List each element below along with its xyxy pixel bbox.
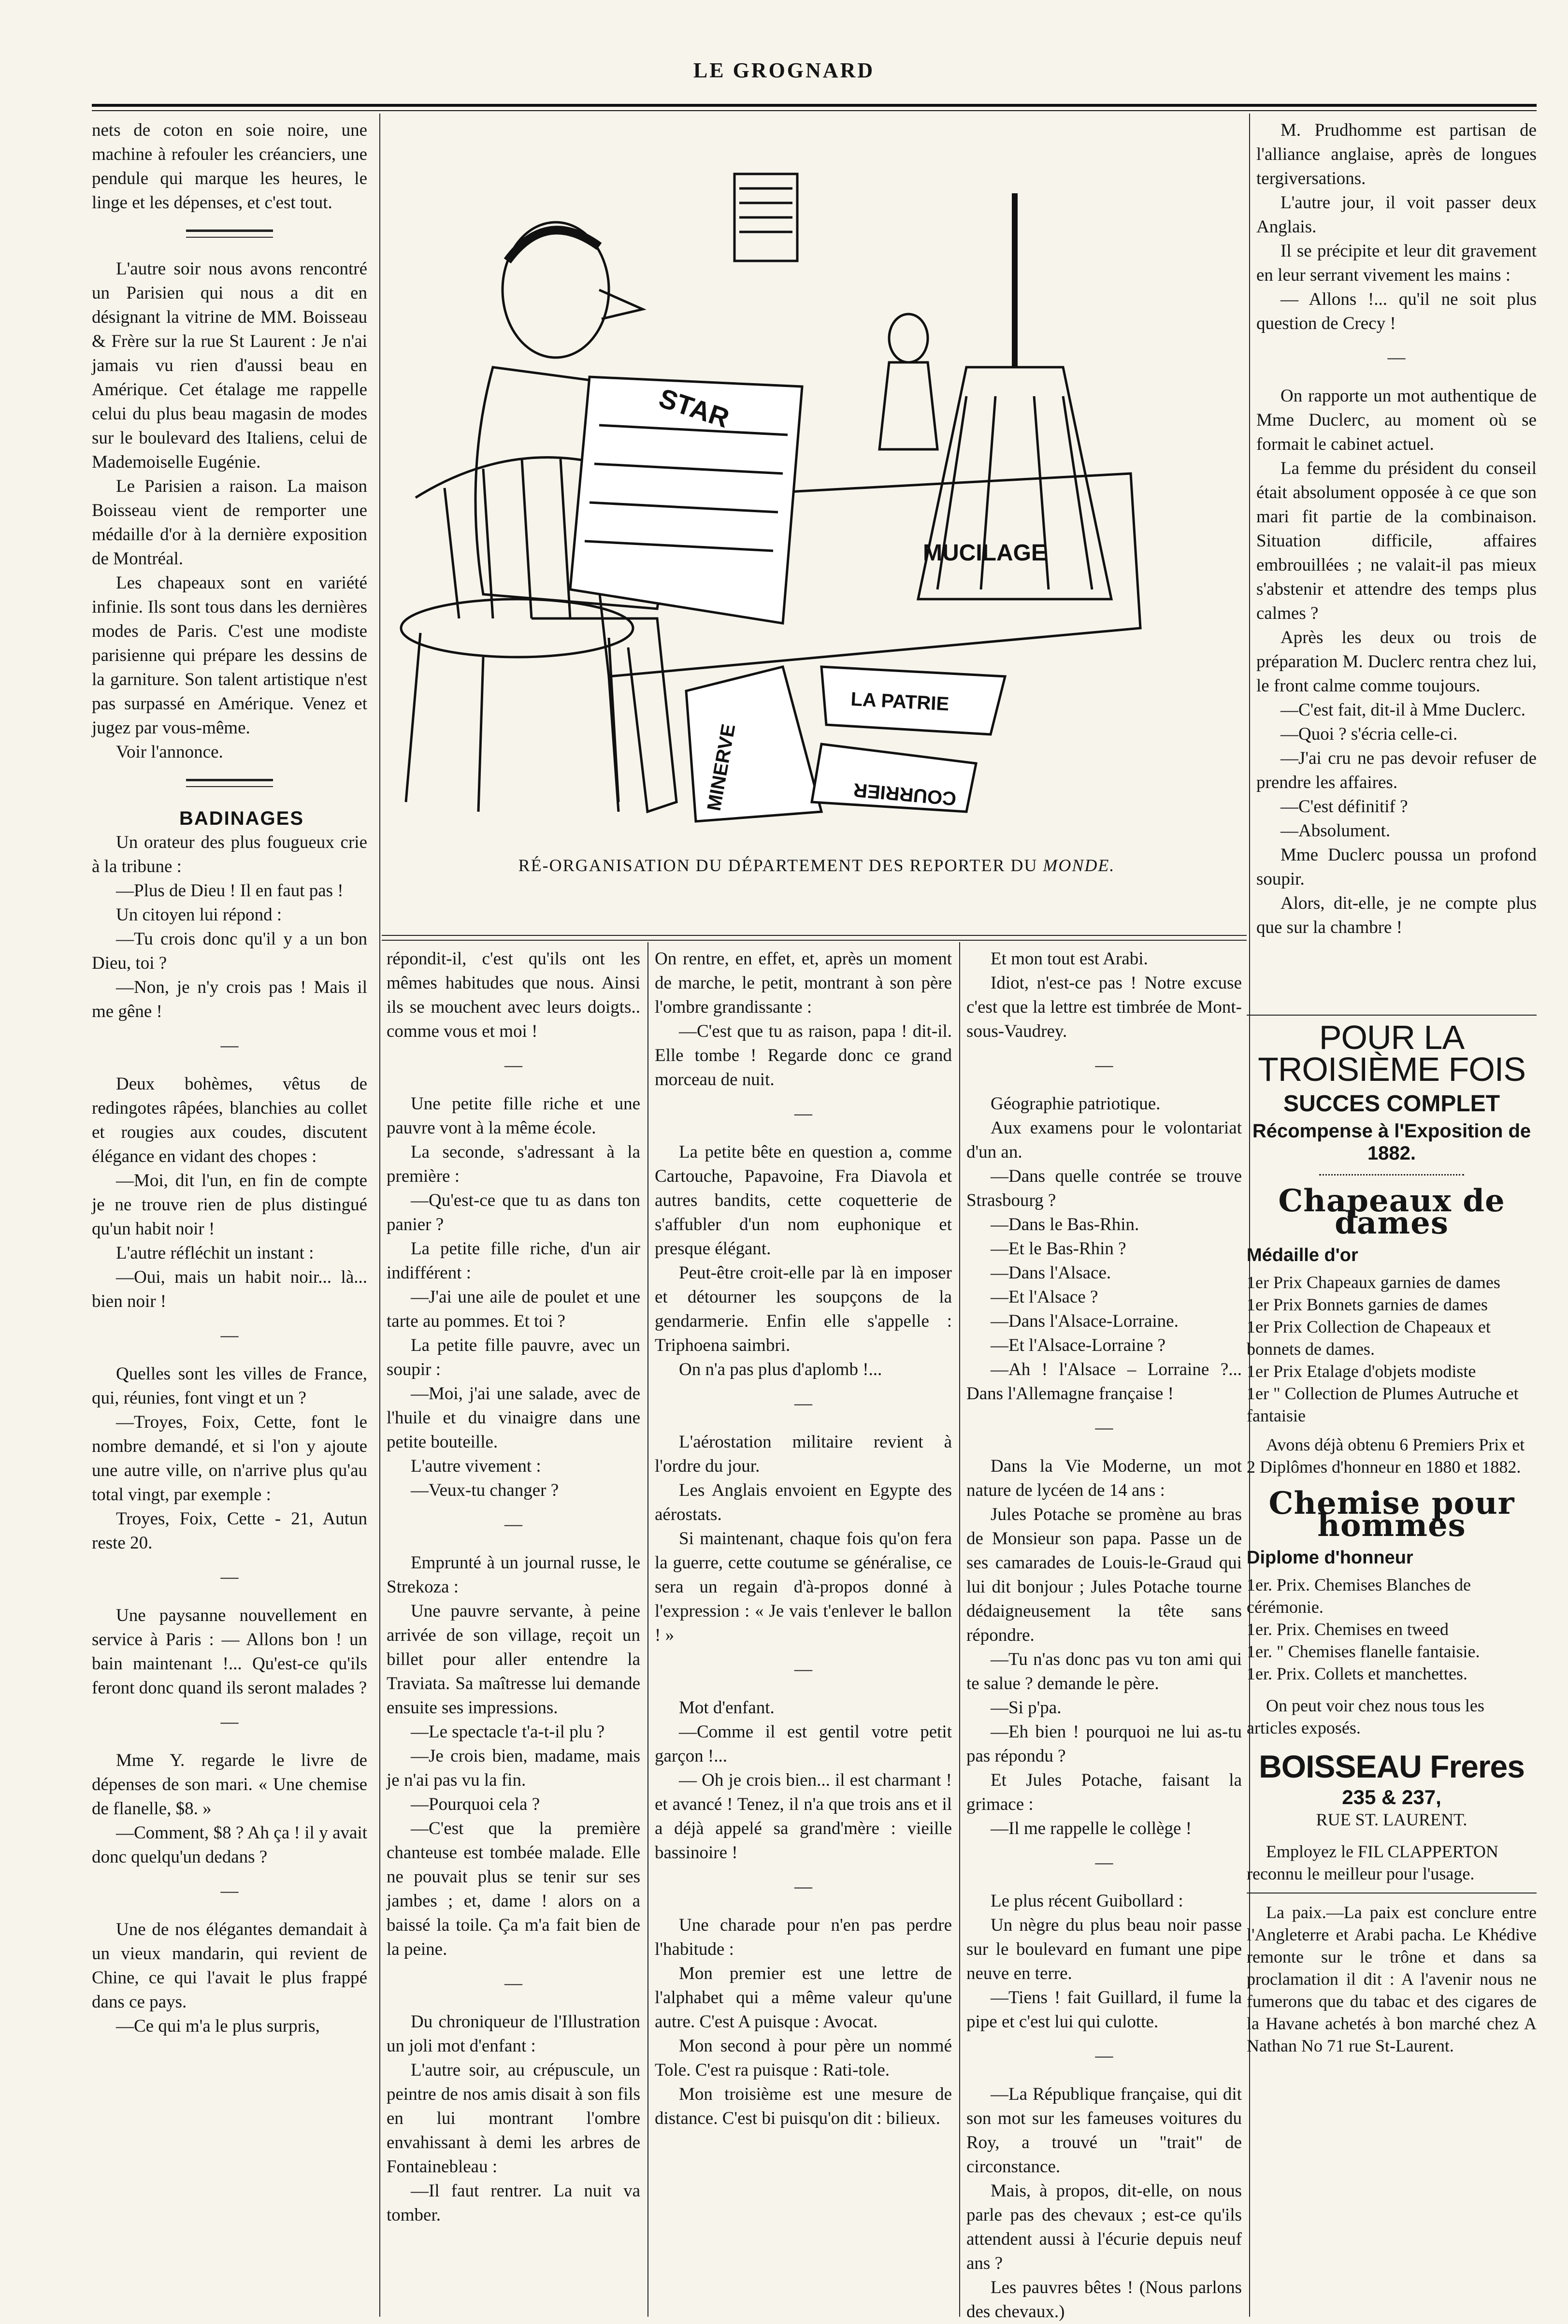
cartoon-label-star: STAR [655, 382, 733, 434]
article-text: Et Jules Potache, faisant la grimace : [966, 1770, 1242, 1814]
article-text: —Non, je n'y crois pas ! Mais il me gêne ! [92, 977, 367, 1021]
article-text: L'aérostation militaire revient à l'ordre du jour. [655, 1432, 952, 1476]
article-text: —C'est fait, dit-il à Mme Duclerc. [1280, 700, 1526, 720]
article-text: Une de nos élégantes demandait à un vieux mandarin, qui revient de Chine, ce qui l'avait le plus frappé dans ce pays. [92, 1920, 367, 2012]
article-text: —Dans quelle contrée se trouve Strasbourg ? [966, 1166, 1242, 1210]
article-text: —Comme il est gentil votre petit garçon !... [655, 1722, 952, 1766]
article-text: L'autre vivement : [411, 1456, 541, 1476]
article-text: Le Parisien a raison. La maison Boisseau vient de remporter une médaille d'or à la dernière exposition de Montréal. [92, 476, 367, 569]
ad-brand-name: BOISSEAU Freres [1259, 1749, 1525, 1784]
article-text: —J'ai une aile de poulet et une tarte au pommes. Et toi ? [387, 1287, 640, 1331]
ad-line: 1er " Collection de Plumes Autruche et fantaisie [1247, 1384, 1519, 1425]
article-text: Un nègre du plus beau noir passe sur le boulevard en fumant une pipe neuve en terre. [966, 1915, 1242, 1983]
dash-separator [92, 1033, 367, 1058]
article-text: Mme Duclerc poussa un profond soupir. [1256, 845, 1537, 889]
article-text: Une paysanne nouvellement en service à Paris : — Allons bon ! un bain maintenant !... Qu'est-ce qu'ils feront donc quand ils seront malades ? [92, 1606, 367, 1698]
dash-separator [92, 1323, 367, 1348]
section-rule [186, 779, 273, 781]
article-text: Quelles sont les villes de France, qui, réunies, font vingt et un ? [92, 1364, 367, 1408]
article-text: —Veux-tu changer ? [411, 1480, 559, 1500]
article-text: — Oh je crois bien... il est charmant ! et avancé ! Tenez, il n'a que trois ans et il a déjà appelé sa grand'mère : vieille bassinoire ! [655, 1770, 952, 1863]
cartoon-label-mucilage: MUCILAGE [923, 540, 1047, 566]
article-text: —Oui, mais un habit noir... là... bien noir ! [92, 1267, 367, 1311]
article-text: L'autre réfléchit un instant : [116, 1243, 314, 1263]
article-text: La seconde, s'adressant à la première : [387, 1142, 640, 1186]
article-text: Les pauvres bêtes ! (Nous parlons des chevaux.) [966, 2278, 1242, 2322]
dash-separator [966, 1416, 1242, 1440]
ad-line: 1er. " Chemises flanelle fantaisie. [1247, 1642, 1480, 1661]
article-text: La petite fille pauvre, avec un soupir : [387, 1335, 640, 1379]
article-text: Dans la Vie Moderne, un mot nature de lycéen de 14 ans : [966, 1456, 1242, 1500]
cartoon-label-patrie: LA PATRIE [850, 689, 950, 715]
article-text: —Le spectacle t'a-t-il plu ? [411, 1722, 605, 1742]
cartoon-label-courrier: COURRIER [852, 779, 957, 809]
masthead: LE GROGNARD [693, 58, 875, 82]
article-text: —Tu crois donc qu'il y a un bon Dieu, toi ? [92, 929, 367, 973]
article-text: Un citoyen lui répond : [116, 905, 282, 925]
column-4 [966, 947, 1242, 2324]
article-text: Jules Potache se promène au bras de Monsieur son papa. Passe un de ses camarades de Louis-le-Graud qui lui dit bonjour ; Jules Potache tourne dédaigneusement la tête sans répondre. [966, 1505, 1242, 1645]
article-text: —J'ai cru ne pas devoir refuser de prendre les affaires. [1256, 748, 1537, 792]
article-text: Si maintenant, chaque fois qu'on fera la guerre, cette coutume se généralise, ce sera un regain d'à-propos donné à l'expression : « Je vais t'enlever le ballon ! » [655, 1529, 952, 1645]
article-text: —Si p'pa. [991, 1698, 1062, 1718]
dash-separator [92, 1879, 367, 1903]
dash-separator [966, 1851, 1242, 1875]
article-text: Un orateur des plus fougueux crie à la tribune : [92, 832, 367, 876]
dash-separator [966, 1053, 1242, 1077]
chair-seat [401, 599, 633, 657]
article-text: L'autre soir nous avons rencontré un Parisien qui nous a dit en désignant la vitrine de MM. Boisseau & Frère sur la rue St Laurent : Je n'ai jamais vu rien d'aussi beau en Amérique. Cet étalage me rappelle celui du plus beau magasin de modes sur le boulevard des Italiens, celui de Mademoiselle Eugénie. [92, 259, 367, 472]
ad-thread-notice: Employez le FIL CLAPPERTON reconnu le meilleur pour l'usage. [1247, 1842, 1498, 1883]
article-text: On rapporte un mot authentique de Mme Duclerc, au moment où se formait le cabinet actuel. [1256, 386, 1537, 454]
article-text: L'autre jour, il voit passer deux Anglais. [1256, 193, 1537, 237]
dash-separator [655, 1102, 952, 1126]
article-text: Après les deux ou trois de préparation M. Duclerc rentra chez lui, le front calme comme toujours. [1256, 628, 1537, 696]
article-text: La petite bête en question a, comme Cartouche, Papavoine, Fra Diavola et autres bandits, cette coquetterie de s'affubler d'un nom euphonique et presque élégant. [655, 1142, 952, 1259]
article-text: —Je crois bien, madame, mais je n'ai pas vu la fin. [387, 1746, 640, 1790]
ad-line: Avons déjà obtenu 6 Premiers Prix et 2 Diplômes d'honneur en 1880 et 1882. [1247, 1435, 1525, 1477]
ad-address-street: RUE ST. LAURENT. [1316, 1810, 1467, 1829]
article-text: —Dans l'Alsace-Lorraine. [991, 1311, 1179, 1331]
dash-separator [387, 1512, 640, 1536]
dash-separator [387, 1053, 640, 1077]
section-rule [186, 786, 273, 787]
ad-line: 1er Prix Bonnets garnies de dames [1247, 1295, 1488, 1314]
ad-line: 1er Prix Collection de Chapeaux et bonnets de dames. [1247, 1317, 1491, 1359]
article-text: La femme du président du conseil était absolument opposée à ce que son mari fit partie de la combinaison. Situation difficile, affaires embrouillées ; ne valait-il pas mieux s'abstenir et attendre des temps plus calmes ? [1256, 459, 1537, 623]
article-text: Une charade pour n'en pas perdre l'habitude : [655, 1915, 952, 1959]
article-text: Voir l'annonce. [116, 742, 223, 762]
article-text: —Troyes, Foix, Cette, font le nombre demandé, et si l'on y ajoute une autre ville, on n'arrive plus qu'au total vingt, par exemple : [92, 1412, 367, 1505]
article-text: Mon troisième est une mesure de distance. C'est bi puisqu'on dit : bilieux. [655, 2084, 952, 2128]
article-text: Troyes, Foix, Cette - 21, Autun reste 20. [92, 1509, 367, 1553]
ad-rule [1247, 1893, 1537, 1894]
header-rule [92, 104, 1537, 107]
article-text: répondit-il, c'est qu'ils ont les mêmes habitudes que nous. Ainsi ils se mouchent avec leurs doigts.. comme vous et moi ! [387, 949, 640, 1041]
article-text: Une pauvre servante, à peine arrivée de son village, reçoit un billet pour aller entendre la Traviata. Sa maîtresse lui demande ensuite ses impressions. [387, 1601, 640, 1718]
article-text: Du chroniqueur de l'Illustration un joli mot d'enfant : [387, 2012, 640, 2056]
article-text: —Et l'Alsace-Lorraine ? [991, 1335, 1166, 1355]
article-text: —Dans le Bas-Rhin. [991, 1215, 1139, 1234]
article-text: Mon premier est une lettre de l'alphabet qui a même valeur qu'une autre. C'est A puisque : Avocat. [655, 1964, 952, 2032]
ad-line: 1er Prix Etalage d'objets modiste [1247, 1362, 1476, 1381]
section-heading: BADINAGES [179, 808, 304, 829]
column-separator [647, 942, 648, 2317]
article-text: —Dans l'Alsace. [991, 1263, 1111, 1283]
clerk-head [889, 314, 928, 362]
article-text: Deux bohèmes, vêtus de redingotes râpées, blanchies au collet et rougies aux coudes, discutent élégance en vidant des chopes : [92, 1074, 367, 1166]
article-text: Mon second à pour père un nommé Tole. C'est ra puisque : Rati-tole. [655, 2036, 952, 2080]
boisseau-advertisement [1247, 1015, 1537, 2057]
article-text: —Tiens ! fait Guillard, il fume la pipe et c'est lui qui culotte. [966, 1988, 1242, 2032]
article-text: Aux examens pour le volontariat d'un an. [966, 1118, 1242, 1162]
ad-dotted-rule [1319, 1174, 1464, 1176]
article-text: —Il me rappelle le collège ! [991, 1819, 1192, 1838]
cartoon-caption: RÉ-ORGANISATION DU DÉPARTEMENT DES REPORTER DU MONDE. [518, 856, 1115, 875]
article-text: M. Prudhomme est partisan de l'alliance anglaise, après de longues tergiversations. [1256, 120, 1537, 188]
dash-separator [655, 1875, 952, 1899]
column-separator [959, 942, 960, 2317]
article-text: Mais, à propos, dit-elle, on nous parle pas des chevaux ; est-ce qu'ils attendent aussi à l'écurie depuis neuf ans ? [966, 2181, 1242, 2273]
column-1 [92, 118, 367, 2038]
article-text: Il se précipite et leur dit gravement en leur serrant vivement les mains : [1256, 241, 1537, 285]
ad-line: 1er. Prix. Collets et manchettes. [1247, 1664, 1467, 1683]
article-text: —C'est définitif ? [1280, 797, 1408, 817]
article-text: —Moi, dit l'un, en fin de compte je ne trouve rien de plus distingué qu'un habit noir ! [92, 1171, 367, 1239]
article-text: Emprunté à un journal russe, le Strekoza : [387, 1553, 640, 1597]
article-text: nets de coton en soie noire, une machine à refouler les créanciers, une pendule qui marque les heures, le linge et les dépenses, et c'est tout. [92, 120, 367, 213]
ad-tobacco-notice: La paix.—La paix est conclure entre l'Angleterre et Arabi pacha. Le Khédive remonte sur le trône et dans sa proclamation il dit : A l'avenir nous ne fumerons que du tabac et des cigares de la Havane achetés à bon marché chez A Nathan No 71 rue St-Laurent. [1247, 1903, 1537, 2055]
article-text: On n'a pas plus d'aplomb !... [679, 1360, 882, 1379]
article-text: —Tu n'as donc pas vu ton ami qui te salue ? demande le père. [966, 1650, 1242, 1693]
article-text: —Qu'est-ce que tu as dans ton panier ? [387, 1191, 640, 1234]
cartoon-label-minerve: MINERVE [703, 722, 740, 813]
article-text: Les Anglais envoient en Egypte des aérostats. [655, 1480, 952, 1524]
article-text: L'autre soir, au crépuscule, un peintre de nos amis disait à son fils en lui montrant l'ombre envahissant à demi les arbres de Fontainebleau : [387, 2060, 640, 2177]
ad-line: 1er. Prix. Chemises en tweed [1247, 1620, 1449, 1639]
ad-top-rule [1247, 1015, 1537, 1016]
ad-address-number: 235 & 237, [1342, 1786, 1441, 1808]
dash-separator [92, 1710, 367, 1734]
dash-separator [1256, 345, 1537, 370]
ad-award-line: Récompense à l'Exposition de 1882. [1252, 1120, 1531, 1164]
section-rule [186, 230, 273, 232]
cartoon-bottom-rule [382, 935, 1247, 936]
article-text: Les chapeaux sont en variété infinie. Ils sont tous dans les dernières modes de Paris. C'est une modiste parisienne qui prépare les dessins de la garniture. Son talent artistique n'est pas surpassé en Amérique. Venez et jugez par vous-même. [92, 573, 367, 738]
article-text: Le plus récent Guibollard : [991, 1891, 1183, 1911]
dash-separator [92, 1565, 367, 1589]
article-text: —La République française, qui dit son mot sur les fameuses voitures du Roy, a trouvé un "trait" de circonstance. [966, 2084, 1242, 2177]
ad-headline: POUR LA TROISIÈME FOIS [1258, 1019, 1525, 1088]
article-text: La petite fille riche, d'un air indifférent : [387, 1239, 640, 1283]
article-text: Et mon tout est Arabi. [991, 949, 1148, 969]
article-text: —Ah ! l'Alsace – Lorraine ?... Dans l'Allemagne française ! [966, 1360, 1242, 1404]
caption-emphasis: MONDE. [1043, 856, 1115, 875]
article-text: Idiot, n'est-ce pas ! Notre excuse c'est que la lettre est timbrée de Mont-sous-Vaudrey. [966, 973, 1242, 1041]
column-2 [387, 947, 640, 2227]
column-5 [1256, 118, 1537, 940]
dash-separator [387, 1971, 640, 1995]
article-text: — Allons !... qu'il ne soit plus question de Crecy ! [1256, 289, 1537, 333]
section-rule [186, 237, 273, 238]
article-text: —Pourquoi cela ? [411, 1794, 540, 1814]
column-3 [655, 947, 952, 2131]
article-text: —Absolument. [1280, 821, 1391, 841]
dash-separator [966, 2044, 1242, 2068]
article-text: —Plus de Dieu ! Il en faut pas ! [116, 881, 344, 901]
article-text: —Et l'Alsace ? [991, 1287, 1098, 1307]
cartoon-bottom-rule [382, 940, 1247, 941]
cartoon-illustration [387, 135, 1247, 836]
article-text: Une petite fille riche et une pauvre vont à la même école. [387, 1094, 640, 1138]
ad-heading-hats: Chapeaux de dames [1278, 1183, 1505, 1241]
dash-separator [655, 1392, 952, 1416]
article-text: Alors, dit-elle, je ne compte plus que sur la chambre ! [1256, 893, 1537, 937]
article-text: —Ce qui m'a le plus surpris, [116, 2016, 320, 2036]
ad-line: 1er. Prix. Chemises Blanches de cérémonie. [1247, 1575, 1471, 1617]
column-separator [379, 114, 380, 2317]
article-text: —Et le Bas-Rhin ? [991, 1239, 1126, 1259]
article-text: —Moi, j'ai une salade, avec de l'huile et du vinaigre dans une petite bouteille. [387, 1384, 640, 1452]
ad-heading-shirts: Chemise pour hommes [1268, 1485, 1515, 1544]
article-text: —C'est que la première chanteuse est tombée malade. Elle ne pouvait plus se tenir sur ses jambes ; et, dame ! alors on a baissé la toile. Ça m'a fait bien de la peine. [387, 1819, 640, 1959]
article-text: —Eh bien ! pourquoi ne lui as-tu pas répondu ? [966, 1722, 1242, 1766]
ad-line: 1er Prix Chapeaux garnies de dames [1247, 1273, 1500, 1292]
article-text: —Il faut rentrer. La nuit va tomber. [387, 2181, 640, 2225]
ad-line: On peut voir chez nous tous les articles exposés. [1247, 1696, 1484, 1737]
ad-subheadline: SUCCES COMPLET [1283, 1091, 1500, 1117]
article-text: Peut-être croit-elle par là en imposer et détourner les soupçons de la gendarmerie. Enfin elle s'appelle : Triphoena saimbri. [655, 1263, 952, 1355]
article-text: Géographie patriotique. [991, 1094, 1161, 1114]
ad-subheading-medal: Médaille d'or [1247, 1245, 1358, 1265]
article-text: On rentre, en effet, et, après un moment de marche, le petit, montrant à son père l'ombre grandissante : [655, 949, 952, 1017]
dash-separator [655, 1657, 952, 1681]
ad-subheading-diploma: Diplome d'honneur [1247, 1548, 1413, 1568]
article-text: —Quoi ? s'écria celle-ci. [1280, 724, 1458, 744]
article-text: —Comment, $8 ? Ah ça ! il y avait donc quelqu'un dedans ? [92, 1823, 367, 1867]
article-text: —C'est que tu as raison, papa ! dit-il. Elle tombe ! Regarde donc ce grand morceau de nuit. [655, 1021, 952, 1090]
header-rule-thin [92, 110, 1537, 111]
article-text: Mme Y. regarde le livre de dépenses de son mari. « Une chemise de flanelle, $8. » [92, 1750, 367, 1819]
article-text: Mot d'enfant. [679, 1698, 775, 1718]
